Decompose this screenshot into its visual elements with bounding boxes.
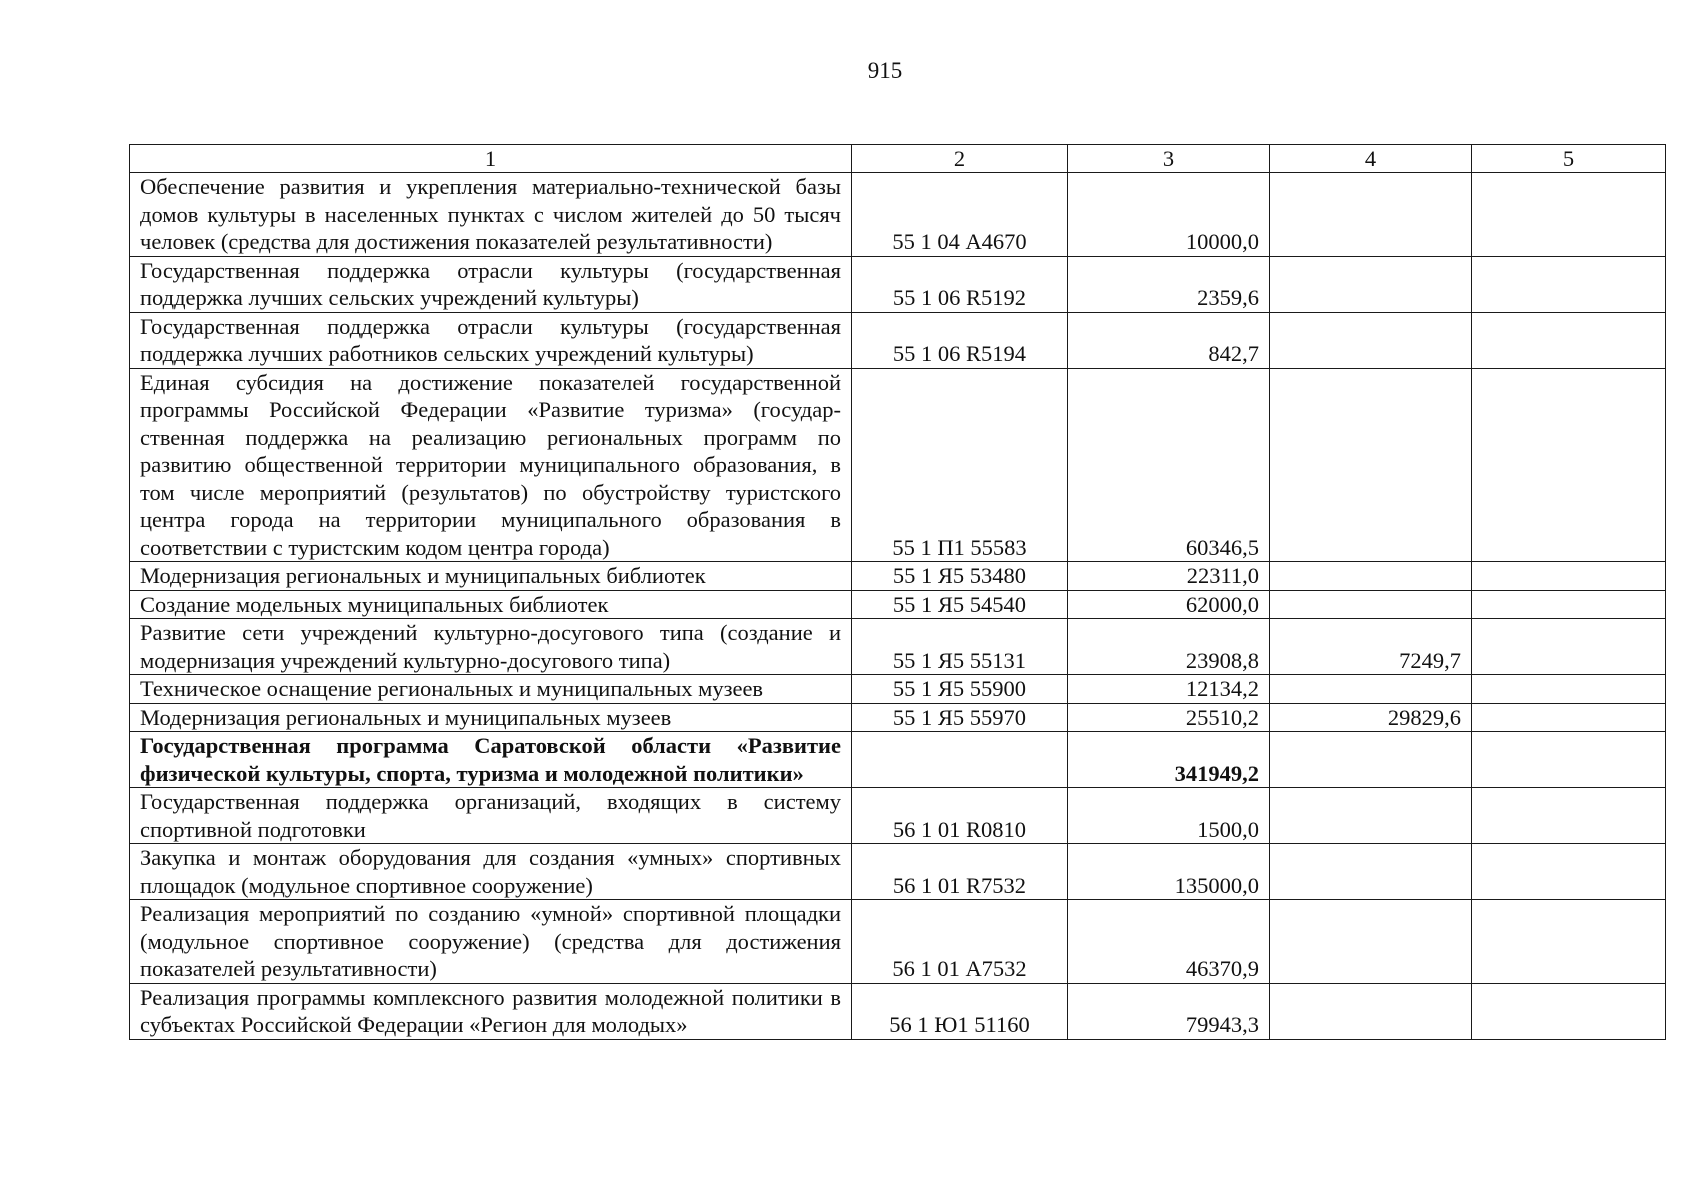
cell-description: Государственная программа Саратовской области «Развитие физической культуры, спорта, туризма и молодежной политики» bbox=[130, 732, 852, 788]
header-col-3: 3 bbox=[1068, 145, 1270, 173]
table-row bbox=[130, 368, 1666, 562]
cell-col-3: 842,7 bbox=[1068, 312, 1270, 368]
cell-col-5 bbox=[1472, 900, 1666, 984]
table-row bbox=[130, 844, 1666, 900]
cell-col-3: 60346,5 bbox=[1068, 368, 1270, 562]
cell-col-3: 10000,0 bbox=[1068, 173, 1270, 257]
budget-table bbox=[129, 144, 1666, 1040]
cell-description: Государственная поддержка отрасли культуры (государственная поддержка лучших сельских учреждений культуры) bbox=[130, 256, 852, 312]
cell-col-5 bbox=[1472, 368, 1666, 562]
cell-budget-code bbox=[852, 732, 1068, 788]
cell-col-3: 25510,2 bbox=[1068, 703, 1270, 732]
cell-budget-code: 56 1 01 R7532 bbox=[852, 844, 1068, 900]
cell-description: Модернизация региональных и муниципальных музеев bbox=[130, 703, 852, 732]
cell-col-5 bbox=[1472, 983, 1666, 1039]
cell-description: Модернизация региональных и муниципальных библиотек bbox=[130, 562, 852, 591]
cell-col-5 bbox=[1472, 619, 1666, 675]
cell-col-4 bbox=[1270, 312, 1472, 368]
cell-budget-code: 55 1 Я5 55970 bbox=[852, 703, 1068, 732]
header-col-1: 1 bbox=[130, 145, 852, 173]
table-header bbox=[130, 145, 1666, 173]
cell-col-5 bbox=[1472, 732, 1666, 788]
table-row bbox=[130, 619, 1666, 675]
cell-budget-code: 55 1 Я5 54540 bbox=[852, 590, 1068, 619]
cell-budget-code: 55 1 П1 55583 bbox=[852, 368, 1068, 562]
cell-col-4 bbox=[1270, 675, 1472, 704]
cell-col-3: 22311,0 bbox=[1068, 562, 1270, 591]
cell-col-5 bbox=[1472, 675, 1666, 704]
table-row bbox=[130, 732, 1666, 788]
cell-col-5 bbox=[1472, 788, 1666, 844]
cell-col-4 bbox=[1270, 788, 1472, 844]
cell-col-5 bbox=[1472, 562, 1666, 591]
cell-budget-code: 56 1 01 А7532 bbox=[852, 900, 1068, 984]
table-row bbox=[130, 562, 1666, 591]
header-row bbox=[130, 145, 1666, 173]
table-body bbox=[130, 173, 1666, 1040]
cell-col-4 bbox=[1270, 368, 1472, 562]
cell-col-5 bbox=[1472, 173, 1666, 257]
cell-col-5 bbox=[1472, 312, 1666, 368]
cell-col-3: 12134,2 bbox=[1068, 675, 1270, 704]
cell-col-5 bbox=[1472, 844, 1666, 900]
cell-description: Создание модельных муниципальных библиотек bbox=[130, 590, 852, 619]
table-row bbox=[130, 312, 1666, 368]
cell-col-4: 7249,7 bbox=[1270, 619, 1472, 675]
header-col-4: 4 bbox=[1270, 145, 1472, 173]
cell-col-3: 135000,0 bbox=[1068, 844, 1270, 900]
header-col-2: 2 bbox=[852, 145, 1068, 173]
table-row bbox=[130, 703, 1666, 732]
cell-col-4 bbox=[1270, 590, 1472, 619]
header-col-5: 5 bbox=[1472, 145, 1666, 173]
cell-budget-code: 55 1 Я5 55900 bbox=[852, 675, 1068, 704]
cell-col-3: 62000,0 bbox=[1068, 590, 1270, 619]
cell-col-3: 23908,8 bbox=[1068, 619, 1270, 675]
cell-col-4 bbox=[1270, 983, 1472, 1039]
cell-col-4 bbox=[1270, 900, 1472, 984]
cell-col-4: 29829,6 bbox=[1270, 703, 1472, 732]
cell-description: Обеспечение развития и укрепления материально-технической базы домов культуры в населенных пунктах с числом жителей до 50 тысяч человек (средства для достижения показателей результативности) bbox=[130, 173, 852, 257]
page-number: 915 bbox=[867, 58, 903, 83]
cell-description: Единая субсидия на достижение показателей государственной программы Российской Федерации «Развитие туризма» (государственная поддержка на реализацию региональных программ по развитию общественной территории муниципального образования, в том числе мероприятий (результатов) по обустройству туристского центра города на территории муниципального образования в соответствии с туристским кодом центра города) bbox=[130, 368, 852, 562]
cell-description: Реализация мероприятий по созданию «умной» спортивной площадки (модульное спортивное сооружение) (средства для достижения показателей результативности) bbox=[130, 900, 852, 984]
cell-budget-code: 55 1 06 R5194 bbox=[852, 312, 1068, 368]
cell-budget-code: 55 1 06 R5192 bbox=[852, 256, 1068, 312]
cell-col-4 bbox=[1270, 562, 1472, 591]
cell-col-5 bbox=[1472, 590, 1666, 619]
cell-description: Закупка и монтаж оборудования для создания «умных» спортивных площадок (модульное спортивное сооружение) bbox=[130, 844, 852, 900]
cell-col-4 bbox=[1270, 844, 1472, 900]
table-row bbox=[130, 675, 1666, 704]
cell-col-3: 341949,2 bbox=[1068, 732, 1270, 788]
cell-budget-code: 55 1 Я5 55131 bbox=[852, 619, 1068, 675]
cell-col-4 bbox=[1270, 173, 1472, 257]
cell-col-3: 1500,0 bbox=[1068, 788, 1270, 844]
cell-description: Техническое оснащение региональных и муниципальных музеев bbox=[130, 675, 852, 704]
cell-col-3: 79943,3 bbox=[1068, 983, 1270, 1039]
cell-description: Развитие сети учреждений культурно-досугового типа (создание и модернизация учреждений культурно-досугового типа) bbox=[130, 619, 852, 675]
cell-budget-code: 55 1 Я5 53480 bbox=[852, 562, 1068, 591]
cell-col-3: 46370,9 bbox=[1068, 900, 1270, 984]
table-row bbox=[130, 590, 1666, 619]
cell-description: Реализация программы комплексного развития молодежной политики в субъектах Российской Федерации «Регион для молодых» bbox=[130, 983, 852, 1039]
cell-budget-code: 55 1 04 А4670 bbox=[852, 173, 1068, 257]
table-row bbox=[130, 173, 1666, 257]
cell-budget-code: 56 1 Ю1 51160 bbox=[852, 983, 1068, 1039]
cell-col-4 bbox=[1270, 256, 1472, 312]
cell-col-3: 2359,6 bbox=[1068, 256, 1270, 312]
cell-col-4 bbox=[1270, 732, 1472, 788]
table-row bbox=[130, 788, 1666, 844]
table-row bbox=[130, 900, 1666, 984]
table-row bbox=[130, 256, 1666, 312]
cell-description: Государственная поддержка отрасли культуры (государственная поддержка лучших работников сельских учреждений культуры) bbox=[130, 312, 852, 368]
cell-col-5 bbox=[1472, 703, 1666, 732]
cell-description: Государственная поддержка организаций, входящих в систему спортивной подготовки bbox=[130, 788, 852, 844]
table-row bbox=[130, 983, 1666, 1039]
cell-budget-code: 56 1 01 R0810 bbox=[852, 788, 1068, 844]
cell-col-5 bbox=[1472, 256, 1666, 312]
